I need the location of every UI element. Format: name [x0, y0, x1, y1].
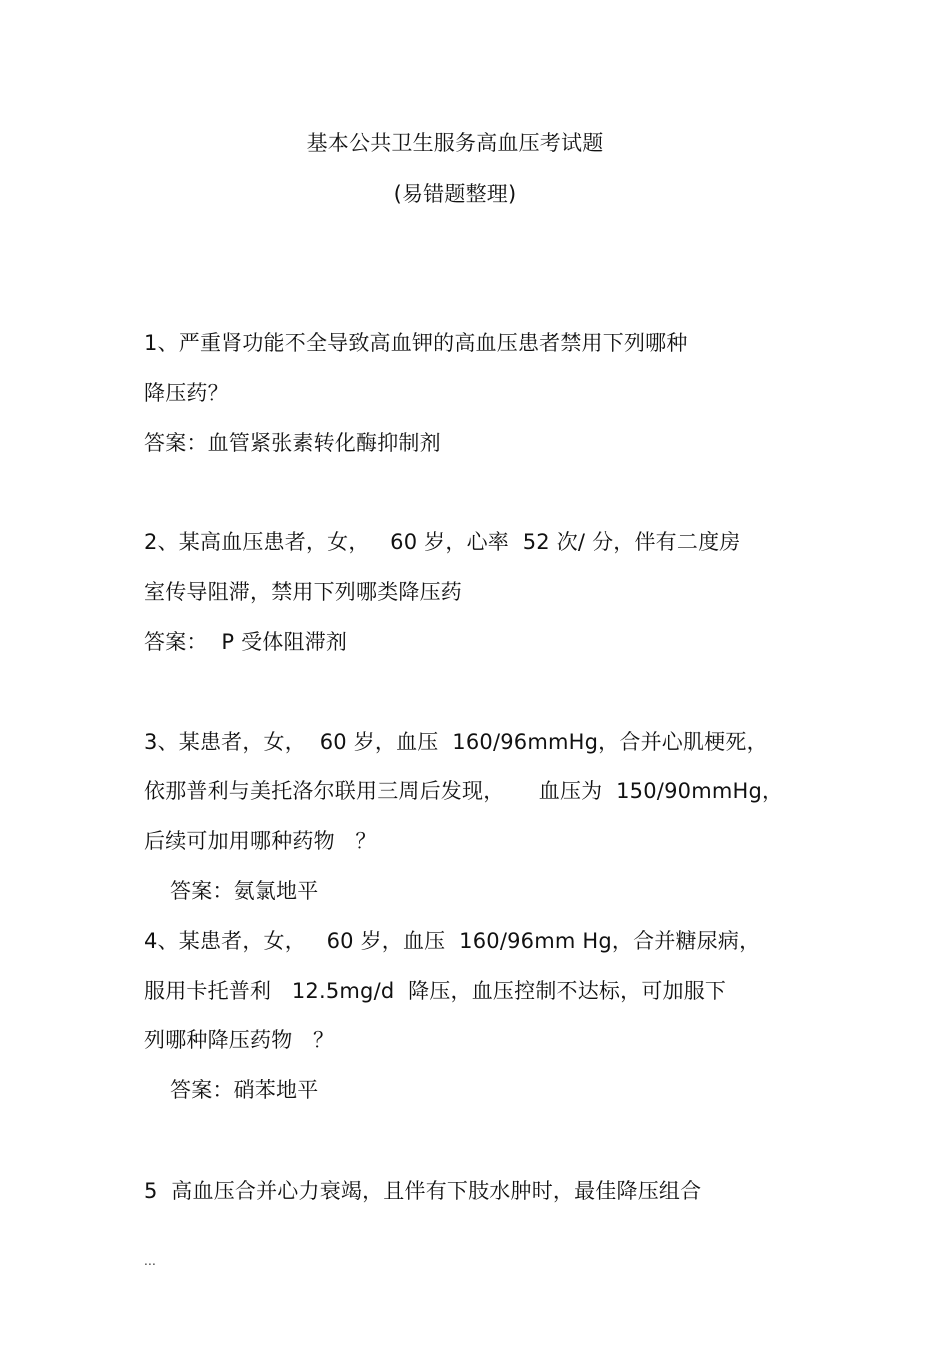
document-subtitle: (易错题整理) [393, 182, 517, 206]
question-4-answer: 答案：硝苯地平 [170, 1078, 319, 1102]
question-2-line-2: 室传导阻滞，禁用下列哪类降压药 [144, 580, 462, 604]
question-2-line-1: 2、某高血压患者，女， 60 岁，心率 52 次/ 分，伴有二度房 [144, 530, 741, 554]
document-title: 基本公共卫生服务高血压考试题 [306, 131, 604, 155]
question-1-answer: 答案：血管紧张素转化酶抑制剂 [144, 431, 441, 455]
question-2-answer: 答案： P 受体阻滞剂 [144, 630, 348, 654]
question-3-answer: 答案：氨氯地平 [170, 879, 319, 903]
question-3-line-3: 后续可加用哪种药物 ？ [144, 829, 377, 853]
question-1-line-1: 1、严重肾功能不全导致高血钾的高血压患者禁用下列哪种 [144, 331, 688, 355]
question-5-line-1: 5 高血压合并心力衰竭，且伴有下肢水肿时，最佳降压组合 [144, 1179, 702, 1203]
question-4-line-1: 4、某患者，女， 60 岁，血压 160/96mm Hg，合并糖尿病， [144, 929, 761, 953]
question-3-line-2: 依那普利与美托洛尔联用三周后发现， 血压为 150/90mmHg， [144, 779, 784, 803]
question-3-line-1: 3、某患者，女， 60 岁，血压 160/96mmHg，合并心肌梗死， [144, 730, 768, 754]
question-1-line-2: 降压药？ [144, 381, 229, 405]
question-4-line-2: 服用卡托普利 12.5mg/d 降压，血压控制不达标，可加服下 [144, 979, 727, 1003]
question-4-line-3: 列哪种降压药物 ？ [144, 1028, 335, 1052]
page-footer-ellipsis: ... [144, 1254, 157, 1268]
